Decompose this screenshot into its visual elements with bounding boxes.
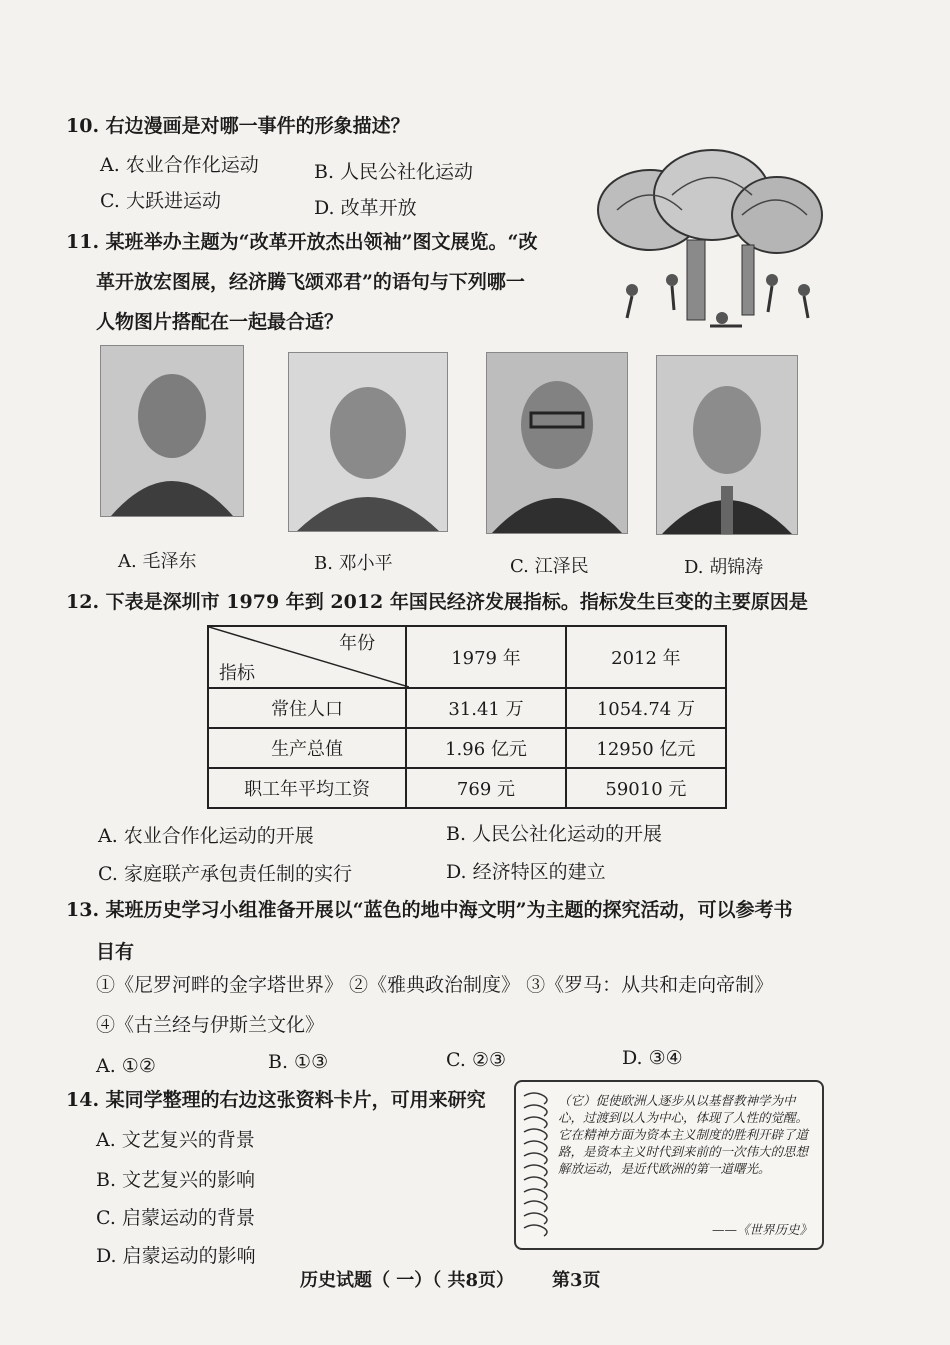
footer-page-number: 第3页	[552, 1270, 601, 1291]
footer-title: 历史试题（ 一）（ 共8页）	[300, 1270, 515, 1291]
q10-option-b[interactable]: B. 人民公社化运动	[314, 161, 474, 183]
header-col-1979: 1979 年	[406, 626, 566, 688]
q14-option-d[interactable]: D. 启蒙运动的影响	[96, 1245, 256, 1267]
q12-option-c[interactable]: C. 家庭联产承包责任制的实行	[98, 863, 352, 885]
header-year-label: 年份	[339, 633, 376, 654]
q11-stem-line1: 11. 某班举办主题为“改革开放杰出领袖”图文展览。“改	[66, 231, 538, 253]
card-source: ——《世界历史》	[711, 1222, 812, 1237]
caption-a[interactable]: A. 毛泽东	[118, 551, 197, 572]
q14-option-b[interactable]: B. 文艺复兴的影响	[96, 1169, 256, 1191]
table-row	[208, 768, 726, 808]
q13-option-c[interactable]: C. ②③	[446, 1049, 507, 1071]
row-name: 常住人口	[208, 688, 406, 728]
q12-option-a[interactable]: A. 农业合作化运动的开展	[98, 825, 314, 847]
row-value-1979: 1.96 亿元	[406, 728, 566, 768]
row-value-1979: 769 元	[406, 768, 566, 808]
q13-option-d[interactable]: D. ③④	[622, 1047, 683, 1069]
table-corner-cell	[208, 626, 406, 688]
caption-b[interactable]: B. 邓小平	[314, 553, 393, 574]
portrait-c-image	[486, 352, 628, 534]
q13-option-a[interactable]: A. ①②	[96, 1055, 156, 1077]
q13-books-line2: ④《古兰经与伊斯兰文化》	[96, 1014, 325, 1036]
caption-c[interactable]: C. 江泽民	[510, 556, 589, 577]
q12-option-d[interactable]: D. 经济特区的建立	[446, 861, 606, 883]
q14-option-c[interactable]: C. 启蒙运动的背景	[96, 1207, 255, 1229]
q10-option-a[interactable]: A. 农业合作化运动	[100, 154, 259, 176]
q12-stem: 12. 下表是深圳市 1979 年到 2012 年国民经济发展指标。指标发生巨变的主要原因是	[66, 591, 808, 613]
q10-option-d[interactable]: D. 改革开放	[314, 197, 417, 219]
spiral-binding-icon	[520, 1090, 554, 1240]
header-indicator-label: 指标	[219, 663, 255, 684]
portrait-a-image	[100, 345, 244, 517]
q14-option-a[interactable]: A. 文艺复兴的背景	[96, 1129, 255, 1151]
economic-indicators-table	[207, 625, 727, 809]
cartoon-illustration	[592, 140, 824, 335]
row-value-2012: 59010 元	[566, 768, 726, 808]
caption-d[interactable]: D. 胡锦涛	[684, 557, 764, 578]
q13-books-line1: ①《尼罗河畔的金字塔世界》 ②《雅典政治制度》 ③《罗马：从共和走向帝制》	[96, 974, 774, 996]
header-col-2012: 2012 年	[566, 626, 726, 688]
row-name: 职工年平均工资	[208, 768, 406, 808]
row-value-1979: 31.41 万	[406, 688, 566, 728]
portrait-d-image	[656, 355, 798, 535]
q11-stem-line3: 人物图片搭配在一起最合适？	[96, 311, 344, 333]
q11-stem-line2: 革开放宏图展，经济腾飞颂邓君”的语句与下列哪一	[96, 271, 525, 293]
q13-stem-line1: 13. 某班历史学习小组准备开展以“蓝色的地中海文明”为主题的探究活动，可以参考书	[66, 899, 793, 921]
row-value-2012: 1054.74 万	[566, 688, 726, 728]
q10-stem: 10. 右边漫画是对哪一事件的形象描述？	[66, 115, 410, 137]
q14-stem: 14. 某同学整理的右边这张资料卡片，可用来研究	[66, 1089, 486, 1111]
q13-stem-line2: 目有	[96, 941, 135, 963]
portrait-b-image	[288, 352, 448, 532]
row-name: 生产总值	[208, 728, 406, 768]
card-text: （它）促使欧洲人逐步从以基督教神学为中心，过渡到以人为中心，体现了人性的觉醒。它在精神方面为资本主义制度的胜利开辟了道路，是资本主义时代到来前的一次伟大的思想解放运动，是近代欧洲的第一道曙光。	[558, 1093, 809, 1176]
q10-option-c[interactable]: C. 大跃进运动	[100, 190, 221, 212]
table-row	[208, 688, 726, 728]
reference-card	[514, 1080, 824, 1250]
row-value-2012: 12950 亿元	[566, 728, 726, 768]
table-row	[208, 728, 726, 768]
table-header-row	[208, 626, 726, 688]
q13-option-b[interactable]: B. ①③	[268, 1051, 329, 1073]
q12-option-b[interactable]: B. 人民公社化运动的开展	[446, 823, 663, 845]
